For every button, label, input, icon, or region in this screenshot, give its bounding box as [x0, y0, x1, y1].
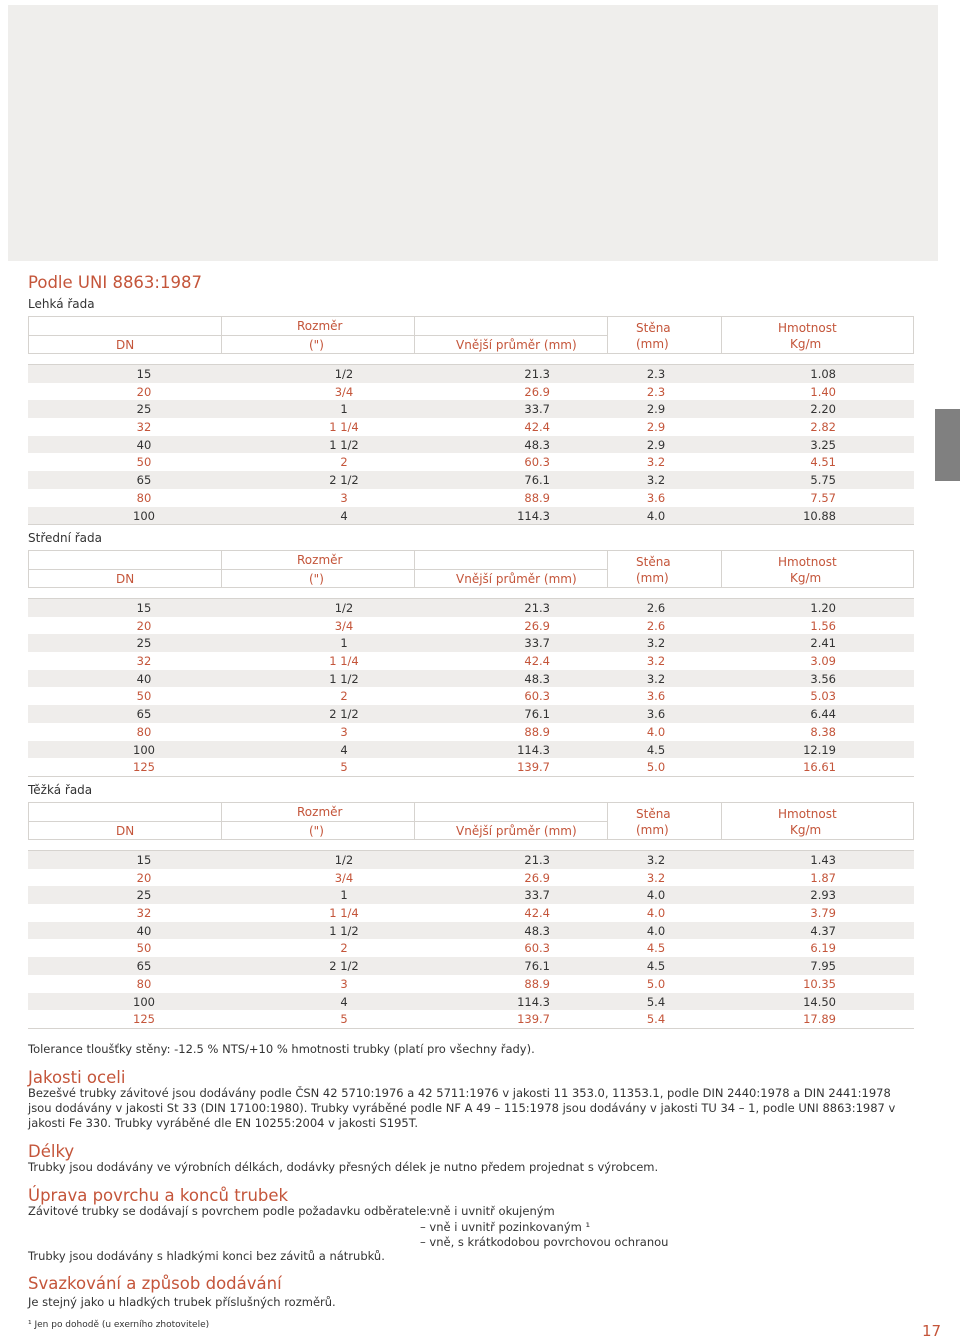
table-row — [28, 471, 914, 489]
cell-mass: 3.25 — [810, 437, 836, 452]
cell-wall: 3.6 — [646, 707, 666, 722]
cell-dn: 20 — [136, 618, 152, 633]
table-body — [28, 364, 914, 525]
delky-title: Délky — [28, 1142, 75, 1161]
cell-wall: 5.4 — [646, 1012, 666, 1027]
cell-mass: 3.79 — [810, 906, 836, 921]
table-row — [28, 886, 914, 904]
table-row — [28, 851, 914, 869]
top-image-band — [8, 5, 938, 261]
series-label: Těžká řada — [28, 783, 93, 797]
cell-wall: 5.4 — [646, 994, 666, 1009]
cell-inch: 1/2 — [334, 853, 354, 867]
cell-inch: 1/2 — [334, 367, 354, 381]
cell-dn: 25 — [136, 636, 152, 651]
cell-mass: 6.44 — [810, 707, 836, 722]
cell-inch: 1 1/4 — [329, 654, 359, 669]
cell-dn: 80 — [136, 724, 152, 739]
uprava-text1: Závitové trubky se dodávají s povrchem podle požadavku odběratele: — [28, 1204, 431, 1218]
cell-inch: 3/4 — [334, 618, 354, 633]
cell-wall: 4.5 — [646, 742, 666, 757]
cell-wall: 2.9 — [646, 437, 666, 452]
cell-od: 48.3 — [524, 437, 550, 452]
cell-mass: 7.57 — [810, 490, 836, 505]
header-dn: DN — [116, 338, 135, 352]
cell-od: 60.3 — [524, 941, 550, 956]
cell-dn: 80 — [136, 976, 152, 991]
cell-wall: 3.6 — [646, 490, 666, 505]
header-rozmer: Rozměr — [297, 319, 343, 333]
header-mass-unit: Kg/m — [790, 571, 822, 585]
cell-mass: 2.20 — [810, 402, 836, 417]
svazkovani-title: Svazkování a způsob dodávání — [28, 1274, 282, 1293]
cell-inch: 1 1/4 — [329, 906, 359, 921]
header-inch: (") — [309, 824, 324, 838]
cell-od: 33.7 — [524, 402, 550, 417]
cell-wall: 2.6 — [646, 601, 666, 615]
side-tab-marker — [935, 409, 960, 481]
cell-wall: 2.3 — [646, 384, 666, 399]
cell-inch: 1 1/2 — [329, 923, 359, 938]
cell-dn: 32 — [136, 906, 152, 921]
table-row — [28, 957, 914, 975]
table-row — [28, 652, 914, 670]
cell-mass: 7.95 — [810, 959, 836, 974]
cell-od: 26.9 — [524, 618, 550, 633]
table-row — [28, 489, 914, 507]
footnote: ¹ Jen po dohodě (u exerního zhotovitele) — [28, 1320, 210, 1330]
delky-text: Trubky jsou dodávány ve výrobních délkách, dodávky přesných délek je nutno předem projednat s výrobcem. — [28, 1160, 659, 1174]
cell-inch: 2 1/2 — [329, 707, 359, 722]
cell-mass: 10.88 — [803, 508, 836, 523]
cell-wall: 2.9 — [646, 402, 666, 417]
cell-dn: 65 — [136, 707, 152, 722]
header-dn: DN — [116, 572, 135, 586]
cell-mass: 1.20 — [810, 601, 836, 615]
header-mass-unit: Kg/m — [790, 337, 822, 351]
cell-dn: 32 — [136, 654, 152, 669]
cell-dn: 20 — [136, 870, 152, 885]
cell-mass: 17.89 — [803, 1012, 836, 1027]
cell-wall: 2.3 — [646, 367, 666, 381]
table-row — [28, 436, 914, 454]
cell-dn: 80 — [136, 490, 152, 505]
cell-mass: 1.08 — [810, 367, 836, 381]
cell-od: 42.4 — [524, 420, 550, 435]
cell-dn: 65 — [136, 473, 152, 488]
tolerance-note: Tolerance tloušťky stěny: -12.5 % NTS/+10 % hmotnosti trubky (platí pro všechny řady). — [28, 1042, 535, 1056]
cell-od: 88.9 — [524, 490, 550, 505]
cell-mass: 2.82 — [810, 420, 836, 435]
table-row — [28, 617, 914, 635]
cell-od: 26.9 — [524, 384, 550, 399]
table-row — [28, 418, 914, 436]
cell-wall: 4.0 — [646, 888, 666, 903]
cell-od: 76.1 — [524, 959, 550, 974]
cell-wall: 4.0 — [646, 906, 666, 921]
cell-wall: 3.2 — [646, 455, 666, 470]
cell-od: 33.7 — [524, 888, 550, 903]
cell-dn: 15 — [136, 367, 152, 381]
cell-od: 60.3 — [524, 689, 550, 704]
cell-od: 42.4 — [524, 906, 550, 921]
header-wall: Stěna — [636, 807, 671, 821]
cell-mass: 3.56 — [810, 671, 836, 686]
cell-wall: 2.6 — [646, 618, 666, 633]
table-row — [28, 365, 914, 383]
cell-dn: 100 — [133, 742, 155, 757]
table-row — [28, 741, 914, 759]
cell-inch: 3 — [340, 490, 348, 505]
cell-inch: 2 — [340, 941, 348, 956]
series-label: Střední řada — [28, 531, 103, 545]
cell-dn: 125 — [133, 1012, 155, 1027]
table-row — [28, 383, 914, 401]
header-wall-unit: (mm) — [636, 571, 669, 585]
header-inch: (") — [309, 572, 324, 586]
header-wall: Stěna — [636, 321, 671, 335]
page-number: 17 — [922, 1322, 942, 1340]
cell-mass: 4.37 — [810, 923, 836, 938]
cell-dn: 65 — [136, 959, 152, 974]
cell-mass: 1.43 — [810, 853, 836, 867]
cell-od: 48.3 — [524, 923, 550, 938]
cell-od: 33.7 — [524, 636, 550, 651]
cell-wall: 4.0 — [646, 724, 666, 739]
cell-dn: 100 — [133, 508, 155, 523]
cell-od: 139.7 — [517, 1012, 550, 1027]
cell-dn: 25 — [136, 888, 152, 903]
cell-inch: 2 — [340, 455, 348, 470]
cell-od: 114.3 — [517, 508, 550, 523]
uprava-option: – vně, s krátkodobou povrchovou ochranou — [420, 1235, 669, 1249]
cell-inch: 1 1/2 — [329, 437, 359, 452]
cell-od: 88.9 — [524, 724, 550, 739]
cell-od: 114.3 — [517, 994, 550, 1009]
jakosti-title: Jakosti oceli — [28, 1068, 126, 1087]
cell-wall: 3.2 — [646, 870, 666, 885]
cell-mass: 16.61 — [803, 760, 836, 775]
section-title: Podle UNI 8863:1987 — [28, 273, 202, 292]
cell-wall: 4.5 — [646, 941, 666, 956]
cell-dn: 25 — [136, 402, 152, 417]
cell-inch: 1 — [340, 402, 348, 417]
cell-dn: 20 — [136, 384, 152, 399]
cell-wall: 2.9 — [646, 420, 666, 435]
table-body — [28, 850, 914, 1029]
table-row — [28, 634, 914, 652]
jakosti-text: Bezešvé trubky závitové jsou dodávány podle ČSN 42 5710:1976 a 42 5711:1976 v jakosti 11 353.0, 11353.1, podle DIN 2440:1978 a DIN 2441:1978 jsou dodávány v jakosti St 33 (DIN 17100:1980). Trubky vyráběné podle NF A 49 – 115:1978 jsou dodávány v jakosti TU 34 – 1, podle UNI 8863:1987 v jakosti Fe 330. Trubky vyráběné dle EN 10255:2004 v jakosti S195T. — [28, 1086, 896, 1130]
table-row — [28, 939, 914, 957]
cell-mass: 8.38 — [810, 724, 836, 739]
pipe-table — [28, 802, 914, 1027]
header-od: Vnější průměr (mm) — [456, 572, 577, 586]
cell-inch: 5 — [340, 1012, 348, 1027]
cell-od: 114.3 — [517, 742, 550, 757]
cell-dn: 40 — [136, 923, 152, 938]
cell-wall: 3.6 — [646, 689, 666, 704]
cell-dn: 50 — [136, 455, 152, 470]
table-row — [28, 723, 914, 741]
cell-wall: 3.2 — [646, 654, 666, 669]
cell-inch: 4 — [340, 742, 348, 757]
header-od: Vnější průměr (mm) — [456, 338, 577, 352]
cell-inch: 3/4 — [334, 384, 354, 399]
table-row — [28, 453, 914, 471]
table-row — [28, 922, 914, 940]
table-header — [28, 316, 914, 354]
uprava-options — [420, 1204, 668, 1251]
table-row — [28, 1010, 914, 1028]
cell-od: 76.1 — [524, 473, 550, 488]
cell-mass: 5.75 — [810, 473, 836, 488]
table-row — [28, 758, 914, 776]
table-row — [28, 687, 914, 705]
header-dn: DN — [116, 824, 135, 838]
cell-inch: 2 1/2 — [329, 473, 359, 488]
cell-wall: 3.2 — [646, 853, 666, 867]
cell-inch: 1 — [340, 636, 348, 651]
cell-od: 26.9 — [524, 870, 550, 885]
header-rozmer: Rozměr — [297, 805, 343, 819]
cell-inch: 2 1/2 — [329, 959, 359, 974]
cell-od: 76.1 — [524, 707, 550, 722]
cell-od: 42.4 — [524, 654, 550, 669]
cell-mass: 1.40 — [810, 384, 836, 399]
cell-od: 48.3 — [524, 671, 550, 686]
table-row — [28, 705, 914, 723]
cell-wall: 3.2 — [646, 636, 666, 651]
uprava-option: – vně i uvnitř pozinkovaným ¹ — [420, 1219, 591, 1234]
uprava-option: – vně i uvnitř okujeným — [420, 1204, 555, 1218]
cell-inch: 1/2 — [334, 601, 354, 615]
cell-wall: 3.2 — [646, 671, 666, 686]
table-header — [28, 802, 914, 840]
cell-mass: 1.87 — [810, 870, 836, 885]
table-row — [28, 670, 914, 688]
cell-mass: 12.19 — [803, 742, 836, 757]
cell-od: 88.9 — [524, 976, 550, 991]
header-inch: (") — [309, 338, 324, 352]
header-mass-unit: Kg/m — [790, 823, 822, 837]
cell-dn: 100 — [133, 994, 155, 1009]
pipe-table — [28, 316, 914, 523]
header-wall-unit: (mm) — [636, 823, 669, 837]
cell-mass: 14.50 — [803, 994, 836, 1009]
cell-wall: 3.2 — [646, 473, 666, 488]
table-header — [28, 550, 914, 588]
cell-inch: 1 1/2 — [329, 671, 359, 686]
cell-dn: 50 — [136, 689, 152, 704]
cell-od: 139.7 — [517, 760, 550, 775]
cell-mass: 5.03 — [810, 689, 836, 704]
uprava-text2: Trubky jsou dodávány s hladkými konci bez závitů a nátrubků. — [28, 1249, 385, 1263]
cell-inch: 3 — [340, 976, 348, 991]
header-wall: Stěna — [636, 555, 671, 569]
cell-mass: 4.51 — [810, 455, 836, 470]
uprava-title: Úprava povrchu a konců trubek — [28, 1186, 289, 1205]
table-row — [28, 507, 914, 525]
cell-inch: 1 1/4 — [329, 420, 359, 435]
header-mass: Hmotnost — [778, 555, 837, 569]
cell-mass: 3.09 — [810, 654, 836, 669]
cell-dn: 40 — [136, 437, 152, 452]
cell-dn: 125 — [133, 760, 155, 775]
cell-inch: 1 — [340, 888, 348, 903]
cell-wall: 5.0 — [646, 760, 666, 775]
header-mass: Hmotnost — [778, 321, 837, 335]
cell-wall: 4.0 — [646, 508, 666, 523]
cell-wall: 5.0 — [646, 976, 666, 991]
cell-inch: 4 — [340, 508, 348, 523]
cell-inch: 3 — [340, 724, 348, 739]
cell-od: 21.3 — [524, 853, 550, 867]
series-label: Lehká řada — [28, 297, 95, 311]
cell-dn: 40 — [136, 671, 152, 686]
cell-dn: 15 — [136, 601, 152, 615]
cell-inch: 3/4 — [334, 870, 354, 885]
cell-mass: 10.35 — [803, 976, 836, 991]
table-row — [28, 869, 914, 887]
cell-inch: 4 — [340, 994, 348, 1009]
cell-inch: 5 — [340, 760, 348, 775]
cell-od: 60.3 — [524, 455, 550, 470]
cell-mass: 6.19 — [810, 941, 836, 956]
header-mass: Hmotnost — [778, 807, 837, 821]
table-row — [28, 599, 914, 617]
cell-dn: 15 — [136, 853, 152, 867]
header-od: Vnější průměr (mm) — [456, 824, 577, 838]
cell-inch: 2 — [340, 689, 348, 704]
table-row — [28, 400, 914, 418]
header-wall-unit: (mm) — [636, 337, 669, 351]
cell-mass: 2.41 — [810, 636, 836, 651]
table-row — [28, 904, 914, 922]
cell-od: 21.3 — [524, 601, 550, 615]
svazkovani-text: Je stejný jako u hladkých trubek příslušných rozměrů. — [28, 1295, 336, 1309]
header-rozmer: Rozměr — [297, 553, 343, 567]
cell-wall: 4.0 — [646, 923, 666, 938]
cell-od: 21.3 — [524, 367, 550, 381]
cell-dn: 32 — [136, 420, 152, 435]
table-row — [28, 993, 914, 1011]
cell-dn: 50 — [136, 941, 152, 956]
table-row — [28, 975, 914, 993]
cell-mass: 2.93 — [810, 888, 836, 903]
pipe-table — [28, 550, 914, 775]
cell-mass: 1.56 — [810, 618, 836, 633]
cell-wall: 4.5 — [646, 959, 666, 974]
table-body — [28, 598, 914, 777]
